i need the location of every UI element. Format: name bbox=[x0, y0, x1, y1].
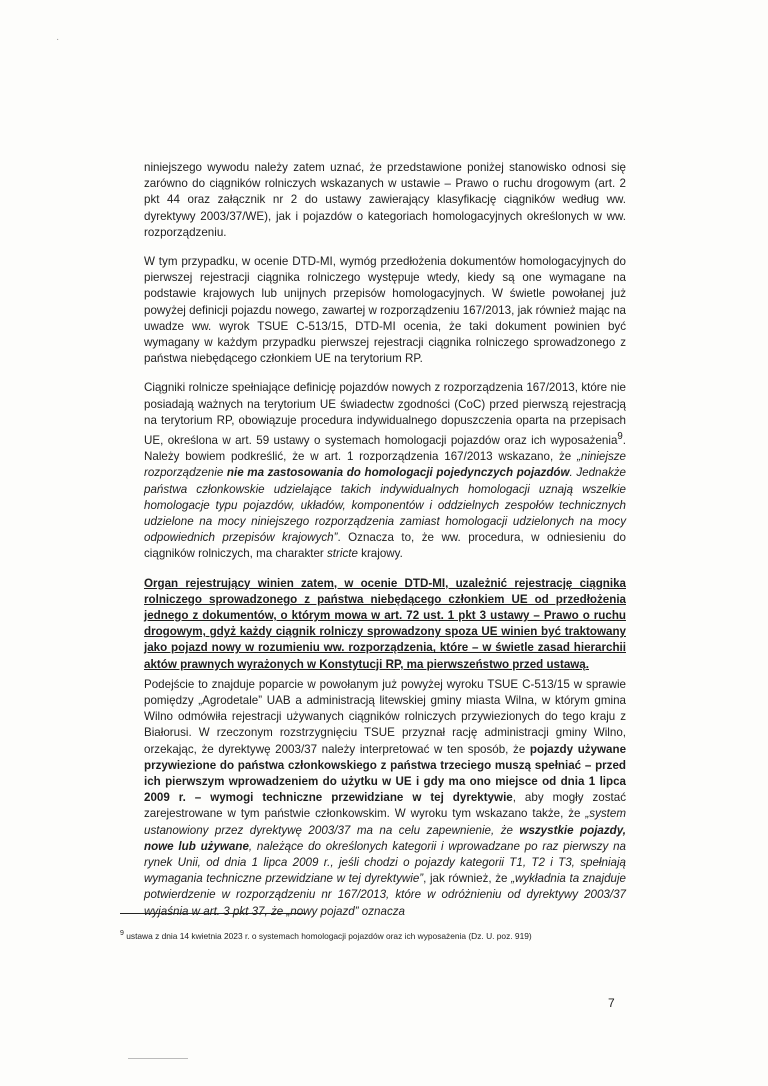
text-segment: „wykładnia ta znajduje potwierdzenie w rozporządzeniu nr 167/2013, które w odróżnieniu od dyrektywy 2003/37 wyjaśnia w art. 3 pkt 37, że „nowy pojazd” oznacza bbox=[144, 872, 626, 918]
text-segment: wszystkie pojazdy, nowe lub używane bbox=[144, 823, 626, 853]
paragraph-new-vehicle-procedure bbox=[144, 380, 626, 562]
text-segment: Ciągniki rolnicze spełniające definicję pojazdów nowych z rozporządzenia 167/2013, które nie posiadają ważnych na terytorium UE świadectw zgodności (CoC) przed pierwszą rejestracją na terytorium RP, obowiązuje procedura indywidualnego dopuszczenia oparta na przepisach UE, określona w art. 59 ustawy o systemach homologacji pojazdów oraz ich wyposażenia bbox=[144, 381, 626, 447]
text-segment: . Oznacza to, że ww. procedura, w odniesieniu do ciągników rolniczych, ma charakter bbox=[144, 531, 626, 561]
footnote-text: ustawa z dnia 14 kwietnia 2023 r. o systemach homologacji pojazdów oraz ich wyposażenia (Dz. U. poz. 919) bbox=[123, 930, 532, 941]
footnote-marker: 9 bbox=[120, 930, 124, 937]
text-segment: krajowy. bbox=[357, 547, 403, 561]
text-segment: . Należy bowiem podkreślić, że w art. 1 rozporządzenia 167/2013 wskazano, że bbox=[144, 433, 626, 464]
footnote-separator bbox=[120, 913, 306, 914]
text-segment: Organ rejestrujący winien zatem, w ocenie DTD-MI, uzależnić rejestrację ciągnika rolniczego sprowadzonego z państwa niebędącego członkiem UE od przedłożenia jednego z dokumentów, o którym mowa w art. 72 ust. 1 pkt 3 ustawy – Prawo o ruchu drogowym, gdyż każdy ciągnik rolniczy sprowadzony spoza UE winien być traktowany jako pojazd nowy w rozumieniu ww. rozporządzenia, które – w świetle zasad hierarchii aktów prawnych wyrażonych w Konstytucji RP, ma pierwszeństwo przed ustawą bbox=[144, 576, 626, 671]
paragraph-intro-continued bbox=[144, 160, 626, 241]
text-segment: „system ustanowiony przez dyrektywę 2003/37 ma na celu zapewnienie, że bbox=[144, 807, 626, 837]
text-segment: nie ma zastosowania do homologacji pojedynczych pojazdów bbox=[226, 466, 570, 480]
text-segment: , należące do określonych kategorii i wprowadzane po raz pierwszy na rynek Unii, od dnia 1 lipca 2009 r., jeśli chodzi o pojazdy kategorii T1, T2 i T3, spełniają wymagania techniczne przewidziane w tej dyrektywie” bbox=[144, 839, 627, 886]
text-segment: W tym przypadku, w ocenie DTD-MI, wymóg przedłożenia dokumentów homologacyjnych do pierwszej rejestracji ciągnika rolniczego występuje wtedy, kiedy są one wymagane na podstawie krajowych lub unijnych przepisów homologacyjnych. W świetle powołanej już powyżej definicji pojazdu nowego, zawartej w rozporządzeniu 167/2013, jak również mając na uwadze ww. wyrok TSUE C-513/15, DTD-MI ocenia, że taki dokument powinien być wymagany w każdym przypadku pierwszej rejestracji ciągnika rolniczego sprowadzonego z państwa niebędącego członkiem UE na terytorium RP. bbox=[144, 255, 626, 366]
page-number: 7 bbox=[608, 996, 615, 1010]
paragraph-tsue-judgment bbox=[144, 677, 626, 920]
text-segment: , aby mogły zostać zarejestrowane w tym państwie członkowskim. W wyroku tym wskazano także, że bbox=[144, 791, 626, 821]
text-segment: Podejście to znajduje poparcie w powołanym już powyżej wyroku TSUE C-513/15 w sprawie pomiędzy „Agrodetale” UAB a administracją litewskiej gminy miasta Wilna, w którym gmina Wilno odmówiła rejestracji używanych ciągników rolniczych przywiezionych do tego kraju z Białorusi. W rzeczonym rozstrzygnięciu TSUE przyznał rację administracji gminy Wilno, orzekając, że dyrektywę 2003/37 należy interpretować w ten sposób, że bbox=[144, 677, 626, 756]
footnote bbox=[120, 928, 640, 942]
text-segment: . Jednakże państwa członkowskie udzielające takich indywidualnych homologacji uznają wszelkie homologacje typu pojazdów, układów, komponentów i oddzielnych zespołów technicznych udzielone na mocy niniejszego rozporządzenia zamiast homologacji udzielonych na mocy odpowiednich przepisów krajowych” bbox=[144, 466, 626, 545]
text-segment: niniejszego wywodu należy zatem uznać, że przedstawione poniżej stanowisko odnosi się zarówno do ciągników rolniczych wskazanych w ustawie – Prawo o ruchu drogowym (art. 2 pkt 44 oraz załącznik nr 2 do ustawy zawierający klasyfikację ciągników według ww. dyrektywy 2003/37/WE), jak i pojazdów o kategoriach homologacyjnych określonych w ww. rozporządzeniu. bbox=[144, 161, 626, 239]
text-segment: stricte bbox=[327, 547, 358, 561]
footnote-reference: 9 bbox=[617, 431, 623, 443]
text-segment: . bbox=[585, 657, 589, 671]
paragraph-dtd-mi-assessment bbox=[144, 254, 626, 367]
text-segment: pojazdy używane przywiezione do państwa członkowskiego z państwa trzeciego muszą spełniać – przed ich pierwszym wprowadzeniem do użytku w UE i gdy ma ono miejsce od dnia 1 lipca 2009 r. – wymogi techniczne przewidziane w tej dyrektywie bbox=[144, 742, 627, 805]
text-segment: „niniejsze rozporządzenie bbox=[144, 450, 626, 480]
body-text bbox=[144, 160, 626, 933]
paragraph-registration-conclusion bbox=[144, 576, 626, 673]
text-segment: , jak również, że bbox=[423, 872, 512, 886]
scan-artifact: · bbox=[56, 34, 60, 45]
scan-artifact-line bbox=[128, 1058, 188, 1059]
